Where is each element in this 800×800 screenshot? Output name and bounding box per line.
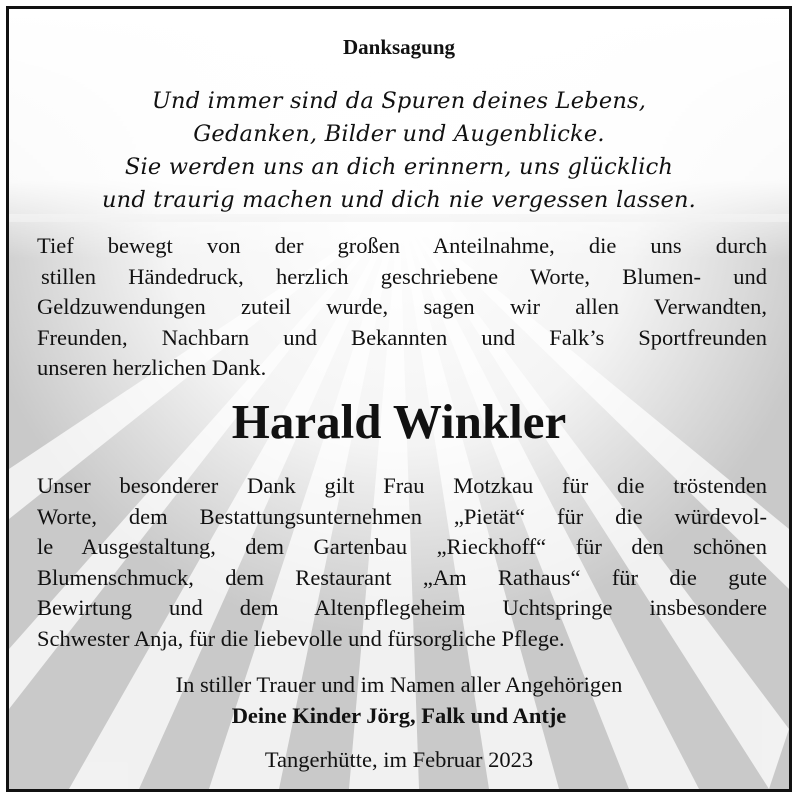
poem-line: Gedanken, Bilder und Augenblicke. (193, 121, 605, 147)
special-thanks-paragraph (37, 471, 767, 654)
signature-names: Deine Kinder Jörg, Falk und Antje (231, 703, 567, 728)
place-date: Tangerhütte, im Februar 2023 (264, 747, 534, 772)
poem-line: Sie werden uns an dich erinnern, uns glücklich (124, 154, 674, 180)
paragraph-line: Blumenschmuck, dem Restaurant „Am Rathaus“ für die gute (37, 564, 767, 590)
paragraph-line: Schwester Anja, für die liebevolle und fürsorgliche Pflege. (37, 625, 565, 651)
deceased-name: Harald Winkler (231, 394, 567, 449)
signature-intro: In stiller Trauer und im Namen aller Angehörigen (175, 672, 623, 697)
poem-line: und traurig machen und dich nie vergessen lassen. (101, 187, 697, 213)
paragraph-line: unseren herzlichen Dank. (37, 355, 267, 380)
notice-frame (6, 6, 792, 792)
paragraph-line: Unser besonderer Dank gilt Frau Motzkau für die tröstenden (37, 473, 767, 498)
paragraph-line: Bewirtung und dem Altenpflegeheim Uchtspringe insbesondere (37, 595, 767, 620)
paragraph-line: stillen Händedruck, herzlich geschriebene Worte, Blumen- und (41, 263, 767, 289)
paragraph-line: Worte, dem Bestattungsunternehmen „Pietät“ für die würdevol- (37, 503, 767, 529)
paragraph-line: Tief bewegt von der großen Anteilnahme, die uns durch (37, 233, 767, 258)
paragraph-line: Freunden, Nachbarn und Bekannten und Falk’s Sportfreunden (37, 324, 767, 350)
poem (9, 85, 789, 217)
paragraph-line: Geldzuwendungen zuteil wurde, sagen wir allen Verwandten, (37, 294, 767, 319)
heading: Danksagung (342, 35, 456, 59)
thanks-paragraph (37, 231, 767, 384)
paragraph-line: le Ausgestaltung, dem Gartenbau „Rieckhoff“ für den schönen (37, 534, 767, 559)
poem-line: Und immer sind da Spuren deines Lebens, (151, 88, 647, 114)
notice-content (9, 9, 789, 789)
